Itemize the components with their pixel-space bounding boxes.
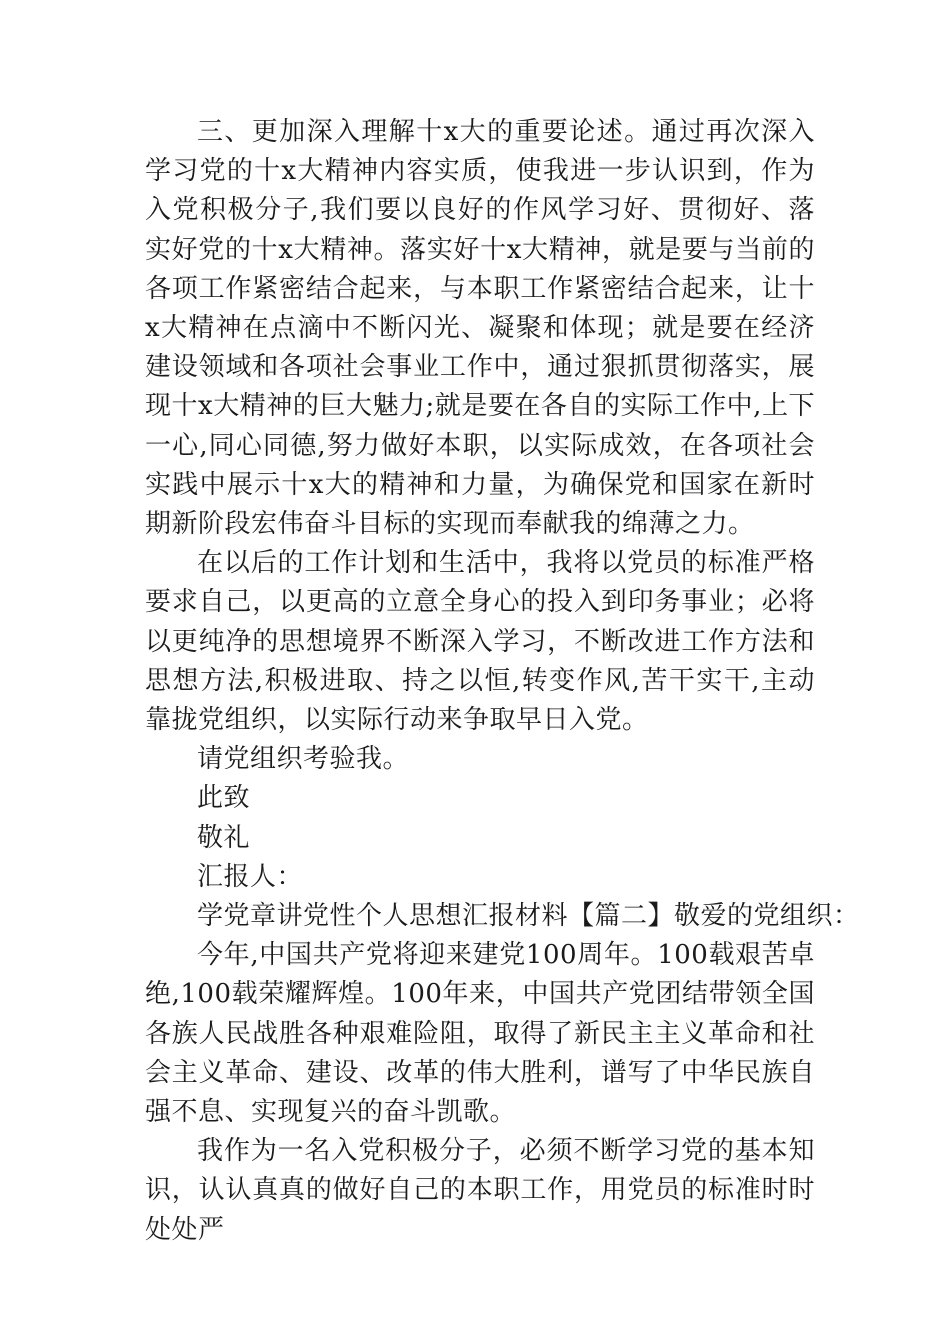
signature-label: 汇报人： <box>197 861 304 892</box>
salutation-ci-zhi: 此致 <box>197 783 251 814</box>
section-heading: 学党章讲党性个人思想汇报材料【篇二】敬爱的党组织： <box>197 901 860 932</box>
request-line: 请党组织考验我。 <box>197 744 410 775</box>
paragraph-understanding: 三、更加深入理解十x大的重要论述。通过再次深入学习党的十x大精神内容实质，使我进一步认识到，作为入党积极分子,我们要以良好的作风学习好、贯彻好、落实好党的十x大精神。落实好十x大精神，就是要与当前的各项工作紧密结合起来，与本职工作紧密结合起来，让十x大精神在点滴中不断闪光、凝聚和体现；就是要在经济建设领域和各项社会事业工作中，通过狠抓贯彻落实，展现十x大精神的巨大魅力;就是要在各自的实际工作中,上下一心,同心同德,努力做好本职，以实际成效，在各项社会实践中展示十x大的精神和力量，为确保党和国家在新时期新阶段宏伟奋斗目标的实现而奉献我的绵薄之力。 <box>145 117 815 540</box>
document-body <box>145 113 860 1250</box>
paragraph-activist: 我作为一名入党积极分子，必须不断学习党的基本知识，认认真真的做好自己的本职工作，用党员的标准时时处处严 <box>145 1136 815 1245</box>
paragraph-centenary: 今年,中国共产党将迎来建党100周年。100载艰苦卓绝,100载荣耀辉煌。100年来，中国共产党团结带领全国各族人民战胜各种艰难险阻，取得了新民主主义革命和社会主义革命、建设、改革的伟大胜利，谱写了中华民族自强不息、实现复兴的奋斗凯歌。 <box>145 940 815 1128</box>
salutation-jing-li: 敬礼 <box>197 822 251 853</box>
paragraph-future-plan: 在以后的工作计划和生活中，我将以党员的标准严格要求自己，以更高的立意全身心的投入到印务事业；必将以更纯净的思想境界不断深入学习，不断改进工作方法和思想方法,积极进取、持之以恒,转变作风,苦干实干,主动靠拢党组织，以实际行动来争取早日入党。 <box>145 548 815 736</box>
